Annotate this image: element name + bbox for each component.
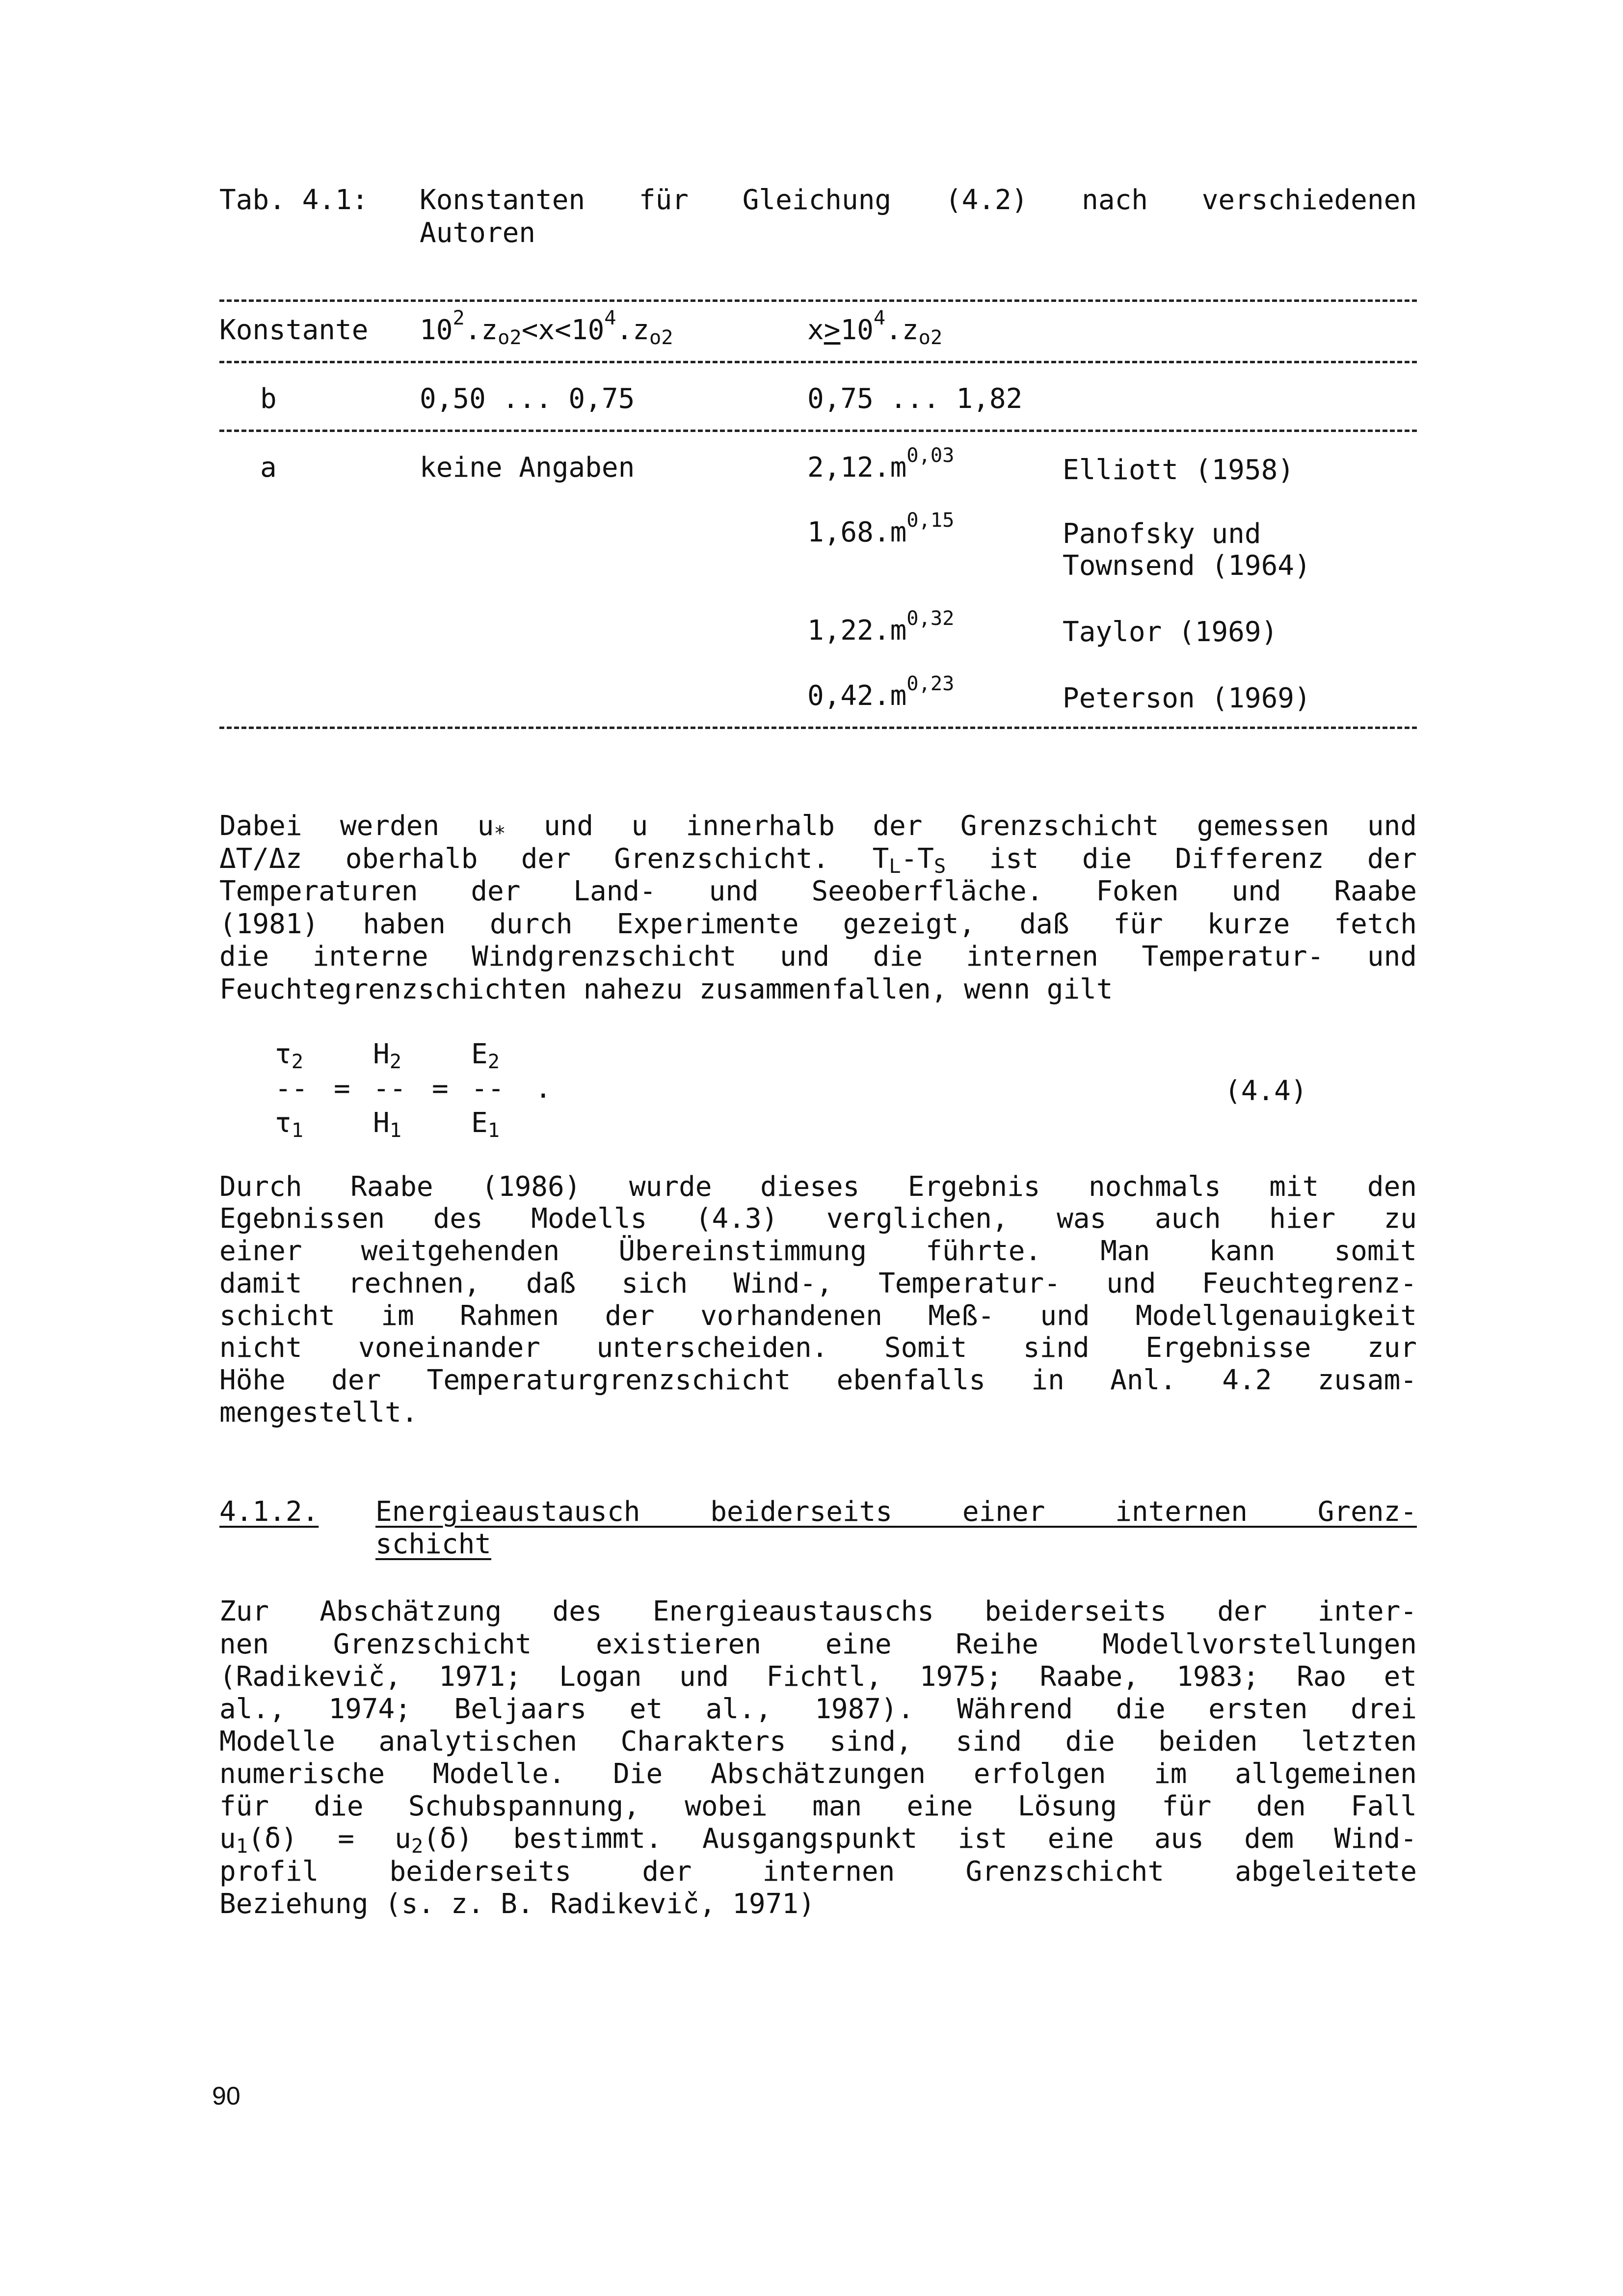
eq-equals: = (432, 1073, 449, 1105)
row-a-value: $1,68.m^{0,15}$ (807, 508, 955, 548)
text-line: al., 1974; Beljaars et al., 1987). Während die ersten drei (219, 1693, 1417, 1725)
text-line: damit rechnen, daß sich Wind-, Temperatur- und Feuchtegrenz- (219, 1268, 1417, 1299)
table-caption-label: Tab. 4.1: (219, 184, 369, 216)
text-line: Beziehung (s. z. B. Radikevič, 1971) (219, 1888, 815, 1920)
text-line: Zur Abschätzung des Energieaustauschs beiderseits der inter- (219, 1595, 1417, 1627)
table-rule-header (219, 361, 1417, 363)
eq-numerator-h: $H_2$ (373, 1038, 401, 1074)
section-number: 4.1.2. (219, 1496, 319, 1528)
eq-equals: = (334, 1073, 350, 1105)
eq-numerator-e: $E_2$ (471, 1038, 500, 1074)
eq-fraction-bar: -- (275, 1073, 308, 1105)
text-line: die interne Windgrenzschicht und die internen Temperatur- und (219, 941, 1417, 972)
table-caption-line2: Autoren (420, 217, 536, 249)
eq-denominator-h: $H_1$ (373, 1107, 401, 1142)
equation-number: (4.4) (1224, 1075, 1307, 1107)
row-a-value: $2,12.m^{0,03}$ (807, 443, 955, 484)
text-line: schicht im Rahmen der vorhandenen Meß- und Modellgenauigkeit (219, 1300, 1417, 1332)
eq-denominator-tau: $\tau_1$ (275, 1107, 303, 1142)
row-a-value: $0,42.m^{0,23}$ (807, 672, 955, 712)
text-line: mengestellt. (219, 1397, 418, 1429)
row-a-no-data: keine Angaben (420, 452, 635, 484)
text-line: Feuchtegrenzschichten nahezu zusammenfallen, wenn gilt (219, 973, 1113, 1005)
row-a-value: $1,22.m^{0,32}$ (807, 606, 955, 647)
table-caption-line1: Konstanten für Gleichung (4.2) nach verschiedenen (420, 184, 1417, 216)
row-a-author: Taylor (1969) (1063, 616, 1278, 648)
row-a-author: Elliott (1958) (1063, 454, 1295, 486)
text-line: für die Schubspannung, wobei man eine Lösung für den Fall (219, 1790, 1417, 1822)
text-line: Egebnissen des Modells (4.3) verglichen, was auch hier zu (219, 1203, 1417, 1235)
text-line: (1981) haben durch Experimente gezeigt, daß für kurze fetch (219, 908, 1417, 940)
row-a-label: a (260, 452, 277, 484)
text-line: (Radikevič, 1971; Logan und Fichtl, 1975; Raabe, 1983; Rao et (219, 1661, 1417, 1693)
eq-fraction-bar: -- (373, 1073, 406, 1105)
text-line: Höhe der Temperaturgrenzschicht ebenfalls in Anl. 4.2 zusam- (219, 1364, 1417, 1396)
text-line: einer weitgehenden Übereinstimmung führte. Man kann somit (219, 1235, 1417, 1267)
text-line: nen Grenzschicht existieren eine Reihe Modellvorstellungen (219, 1628, 1417, 1660)
row-b-range-2: 0,75 ... 1,82 (807, 383, 1023, 415)
text-line: Durch Raabe (1986) wurde dieses Ergebnis nochmals mit den (219, 1171, 1417, 1203)
eq-period: . (535, 1073, 552, 1105)
text-line: Dabei werden $u_*$ und u innerhalb der Grenzschicht gemessen und (219, 810, 1417, 845)
table-rule-middle (219, 430, 1417, 432)
table-rule-bottom (219, 727, 1417, 729)
text-line: nicht voneinander unterscheiden. Somit sind Ergebnisse zur (219, 1332, 1417, 1364)
page-number: 90 (212, 2082, 240, 2110)
text-line: numerische Modelle. Die Abschätzungen erfolgen im allgemeinen (219, 1758, 1417, 1790)
section-title-line2: schicht (375, 1528, 492, 1560)
eq-numerator-tau: $\tau_2$ (275, 1038, 303, 1074)
text-line: profil beiderseits der internen Grenzschicht abgeleitete (219, 1856, 1417, 1888)
text-line: Modelle analytischen Charakters sind, sind die beiden letzten (219, 1726, 1417, 1757)
table-rule-top (219, 299, 1417, 302)
text-line: Temperaturen der Land- und Seeoberfläche. Foken und Raabe (219, 875, 1417, 907)
row-b-label: b (260, 383, 277, 415)
text-line: ΔT/Δz oberhalb der Grenzschicht. $T_L-T_S$ ist die Differenz der (219, 843, 1417, 878)
text-line: $u_1(\delta) = u_2(\delta)$ bestimmt. Ausgangspunkt ist eine aus dem Wind- (219, 1823, 1417, 1858)
section-title-line1: Energieaustausch beiderseits einer internen Grenz- (375, 1496, 1417, 1528)
eq-fraction-bar: -- (471, 1073, 505, 1105)
row-a-author-cont: Townsend (1964) (1063, 550, 1311, 582)
header-konstante: Konstante (219, 314, 369, 346)
row-b-range-1: 0,50 ... 0,75 (420, 383, 635, 415)
row-a-author: Peterson (1969) (1063, 682, 1311, 714)
eq-denominator-e: $E_1$ (471, 1107, 500, 1142)
row-a-author: Panofsky und (1063, 518, 1261, 550)
header-range-1: $10^2.z_{o2}<x<10^4.z_{o2}$ (420, 306, 673, 350)
header-range-2: $x>10^4.z_{o2}$ (807, 306, 943, 350)
